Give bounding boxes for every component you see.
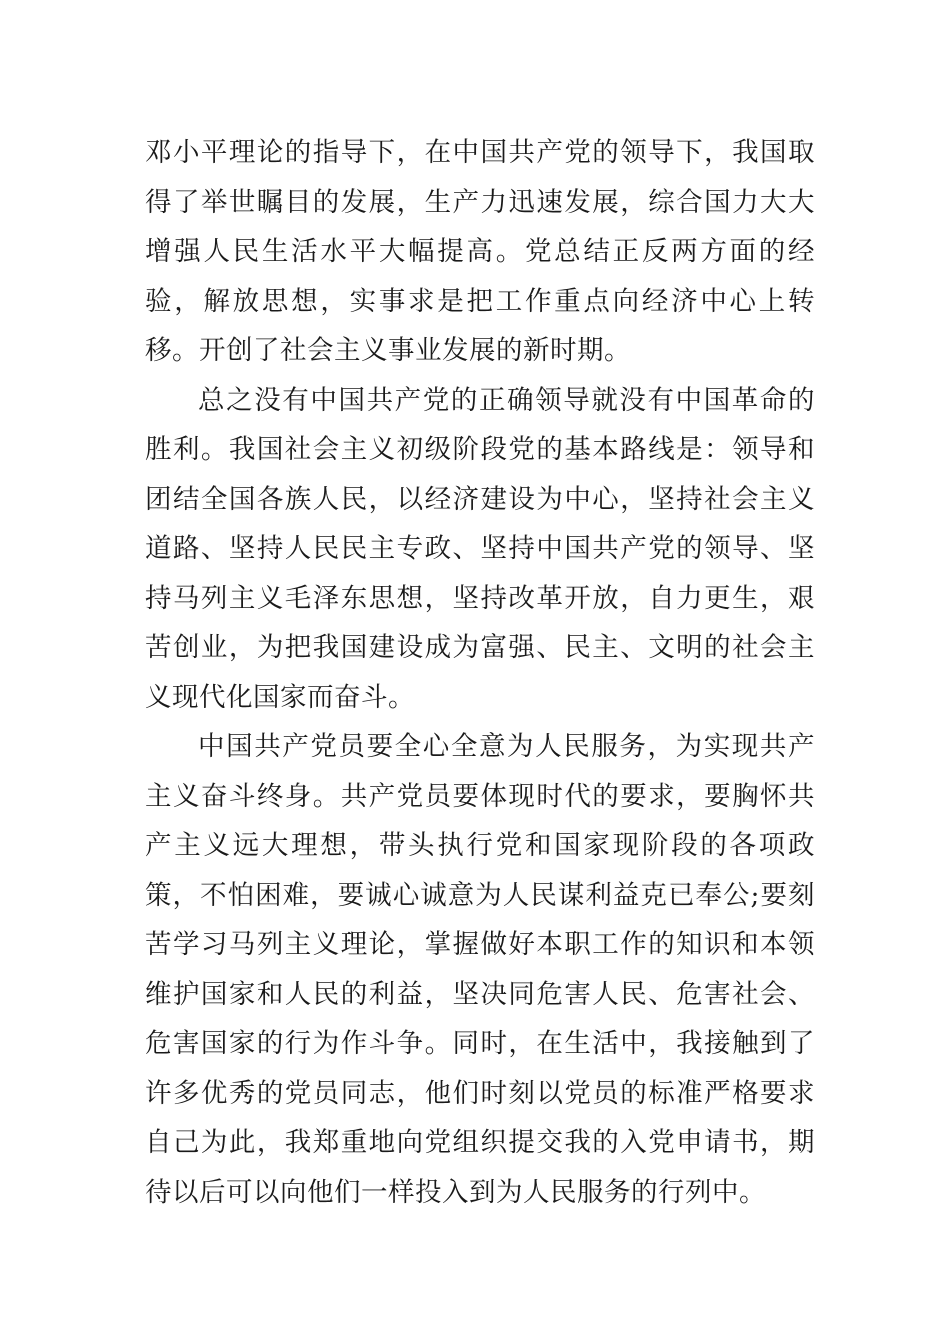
paragraph-3: 中国共产党员要全心全意为人民服务，为实现共产主义奋斗终身。共产党员要体现时代的要求，要胸怀共产主义远大理想，带头执行党和国家现阶段的各项政策，不怕困难，要诚心诚意为人民谋利益克已奉公;要刻苦学习马列主义理论，掌握做好本职工作的知识和本领维护国家和人民的利益，坚决同危害人民、危害社会、危害国家的行为作斗争。同时，在生活中，我接触到了许多优秀的党员同志，他们时刻以党员的标准严格要求自己为此，我郑重地向党组织提交我的入党申请书，期待以后可以向他们一样投入到为人民服务的行列中。 <box>145 731 815 1208</box>
paragraph-2: 总之没有中国共产党的正确领导就没有中国革命的胜利。我国社会主义初级阶段党的基本路线是：领导和团结全国各族人民，以经济建设为中心，坚持社会主义道路、坚持人民民主专政、坚持中国共产党的领导、坚持马列主义毛泽东思想，坚持改革开放，自力更生，艰苦创业，为把我国建设成为富强、民主、文明的社会主义现代化国家而奋斗。 <box>145 384 815 713</box>
paragraph-1: 邓小平理论的指导下，在中国共产党的领导下，我国取得了举世瞩目的发展，生产力迅速发展，综合国力大大增强人民生活水平大幅提高。党总结正反两方面的经验，解放思想，实事求是把工作重点向经济中心上转移。开创了社会主义事业发展的新时期。 <box>145 137 815 366</box>
document-body <box>145 128 815 1217</box>
